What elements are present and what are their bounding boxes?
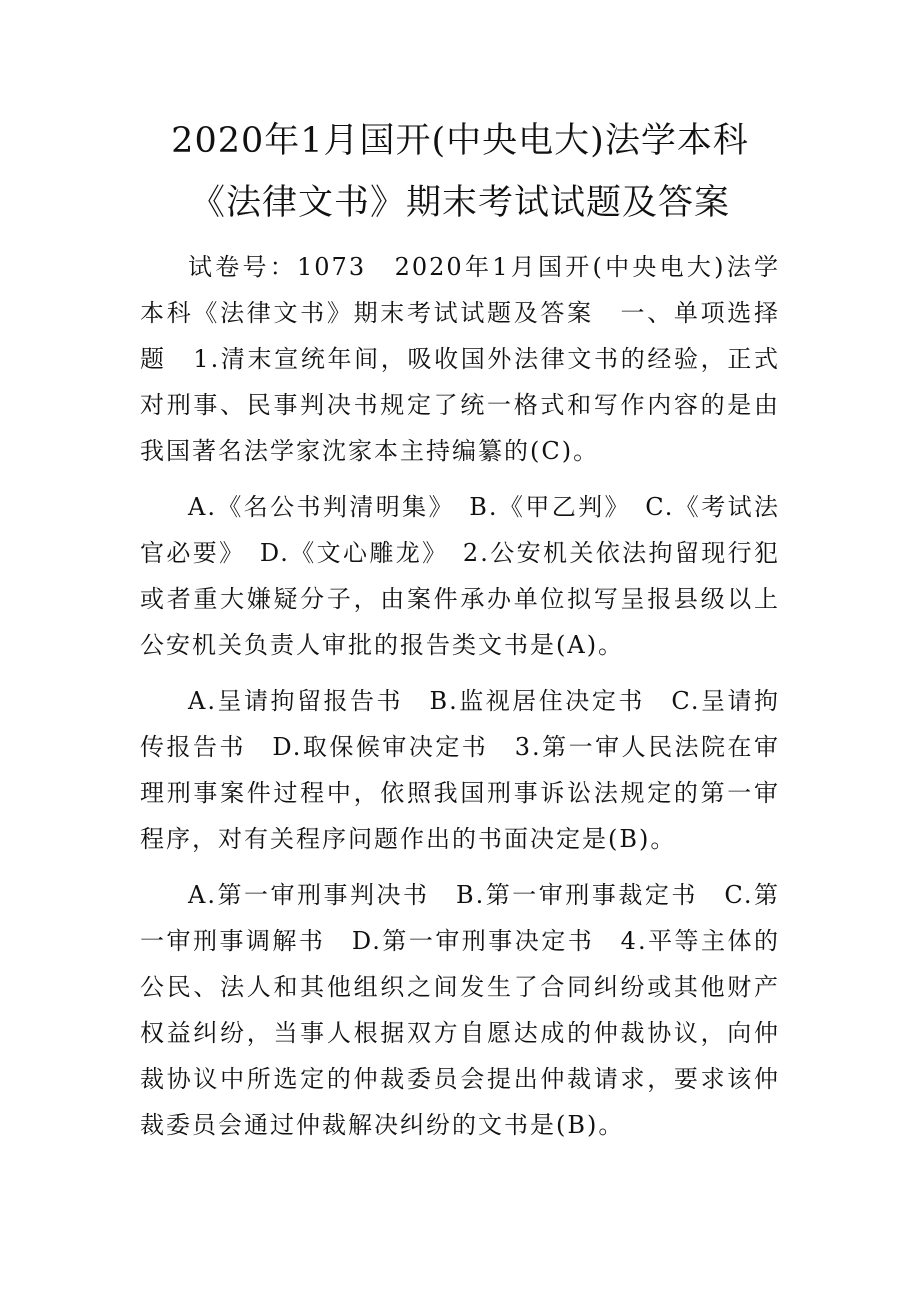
- paragraph-3: A.呈请拘留报告书 B.监视居住决定书 C.呈请拘传报告书 D.取保候审决定书 3.第一审人民法院在审理刑事案件过程中，依照我国刑事诉讼法规定的第一审程序，对有关程序问题作出的书面决定是(B)。: [140, 687, 780, 853]
- document-title: 2020年1月国开(中央电大)法学本科《法律文书》期末考试试题及答案: [171, 121, 749, 223]
- paragraph-2: A.《名公书判清明集》 B.《甲乙判》 C.《考试法官必要》 D.《文心雕龙》 2.公安机关依法拘留现行犯或者重大嫌疑分子，由案件承办单位拟写呈报县级以上公安机关负责人审批的报告类文书是(A)。: [140, 493, 780, 659]
- paragraph-4: A.第一审刑事判决书 B.第一审刑事裁定书 C.第一审刑事调解书 D.第一审刑事决定书 4.平等主体的公民、法人和其他组织之间发生了合同纠纷或其他财产权益纠纷，当事人根据双方自愿达成的仲裁协议，向仲裁协议中所选定的仲裁委员会提出仲裁请求，要求该仲裁委员会通过仲裁解决纠纷的文书是(B)。: [140, 881, 780, 1139]
- paragraph-1: 试卷号：1073 2020年1月国开(中央电大)法学本科《法律文书》期末考试试题及答案 一、单项选择题 1.清末宣统年间，吸收国外法律文书的经验，正式对刑事、民事判决书规定了统一格式和写作内容的是由我国著名法学家沈家本主持编纂的(C)。: [140, 253, 780, 465]
- document-body: [140, 244, 780, 1148]
